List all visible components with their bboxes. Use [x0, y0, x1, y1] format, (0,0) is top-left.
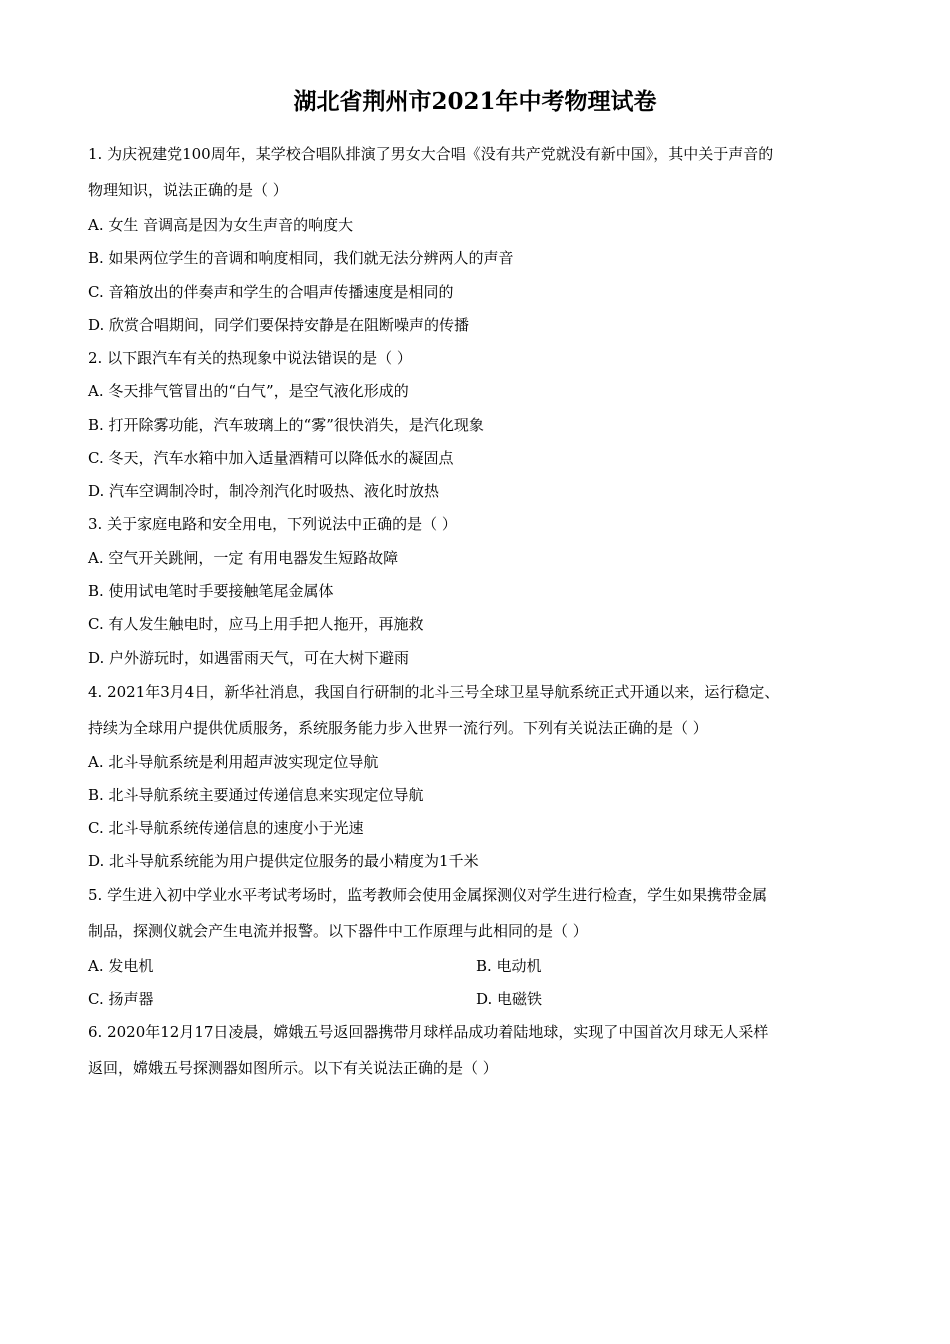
question-6-stem-line-1: 6. 2020年12月17日凌晨，嫦娥五号返回器携带月球样品成功着陆地球，实现了中国首次月球无人采样	[88, 1023, 769, 1041]
question-1-option-d: D. 欣赏合唱期间，同学们要保持安静是在阻断噪声的传播	[88, 316, 470, 334]
question-2-stem-line-1: 2. 以下跟汽车有关的热现象中说法错误的是（ ）	[88, 349, 412, 367]
question-4-stem-line-2: 持续为全球用户提供优质服务，系统服务能力步入世界一流行列。下列有关说法正确的是（ ）	[88, 719, 708, 737]
question-3-option-a: A. 空气开关跳闸，一定 有用电器发生短路故障	[88, 549, 399, 567]
question-4-option-c: C. 北斗导航系统传递信息的速度小于光速	[88, 819, 364, 837]
question-3-option-d: D. 户外游玩时，如遇雷雨天气，可在大树下避雨	[88, 649, 410, 667]
question-4-stem-line-1: 4. 2021年3月4日，新华社消息，我国自行研制的北斗三号全球卫星导航系统正式开通以来，运行稳定、	[88, 683, 780, 701]
question-2-option-d: D. 汽车空调制冷时，制冷剂汽化时吸热、液化时放热	[88, 482, 440, 500]
question-4-option-d: D. 北斗导航系统能为用户提供定位服务的最小精度为1千米	[88, 852, 479, 870]
question-1-stem-line-2: 物理知识，说法正确的是（ ）	[88, 181, 288, 199]
question-2-option-c: C. 冬天，汽车水箱中加入适量酒精可以降低水的凝固点	[88, 449, 454, 467]
question-5-option-b: B. 电动机	[476, 957, 542, 975]
question-2-option-a: A. 冬天排气管冒出的“白气”，是空气液化形成的	[88, 382, 409, 400]
question-1-option-a: A. 女生 音调高是因为女生声音的响度大	[88, 216, 354, 234]
question-4-option-b: B. 北斗导航系统主要通过传递信息来实现定位导航	[88, 786, 424, 804]
question-1-option-b: B. 如果两位学生的音调和响度相同，我们就无法分辨两人的声音	[88, 249, 514, 267]
question-5-option-a: A. 发电机	[88, 957, 154, 975]
question-5-option-c: C. 扬声器	[88, 990, 154, 1008]
question-5-option-d: D. 电磁铁	[476, 990, 543, 1008]
question-5-stem-line-1: 5. 学生进入初中学业水平考试考场时，监考教师会使用金属探测仪对学生进行检查，学生如果携带金属	[88, 886, 768, 904]
page-title: 湖北省荆州市2021年中考物理试卷	[293, 88, 657, 115]
question-1-stem-line-1: 1. 为庆祝建党100周年，某学校合唱队排演了男女大合唱《没有共产党就没有新中国》，其中关于声音的	[88, 145, 774, 163]
question-1-option-c: C. 音箱放出的伴奏声和学生的合唱声传播速度是相同的	[88, 283, 454, 301]
question-4-option-a: A. 北斗导航系统是利用超声波实现定位导航	[88, 753, 379, 771]
question-5-stem-line-2: 制品，探测仪就会产生电流并报警。以下器件中工作原理与此相同的是（ ）	[88, 922, 588, 940]
question-2-option-b: B. 打开除雾功能，汽车玻璃上的“雾”很快消失，是汽化现象	[88, 416, 484, 434]
question-3-option-c: C. 有人发生触电时，应马上用手把人拖开，再施救	[88, 615, 424, 633]
question-3-stem-line-1: 3. 关于家庭电路和安全用电，下列说法中正确的是（ ）	[88, 515, 457, 533]
question-6-stem-line-2: 返回，嫦娥五号探测器如图所示。以下有关说法正确的是（ ）	[88, 1059, 498, 1077]
question-3-option-b: B. 使用试电笔时手要接触笔尾金属体	[88, 582, 334, 600]
